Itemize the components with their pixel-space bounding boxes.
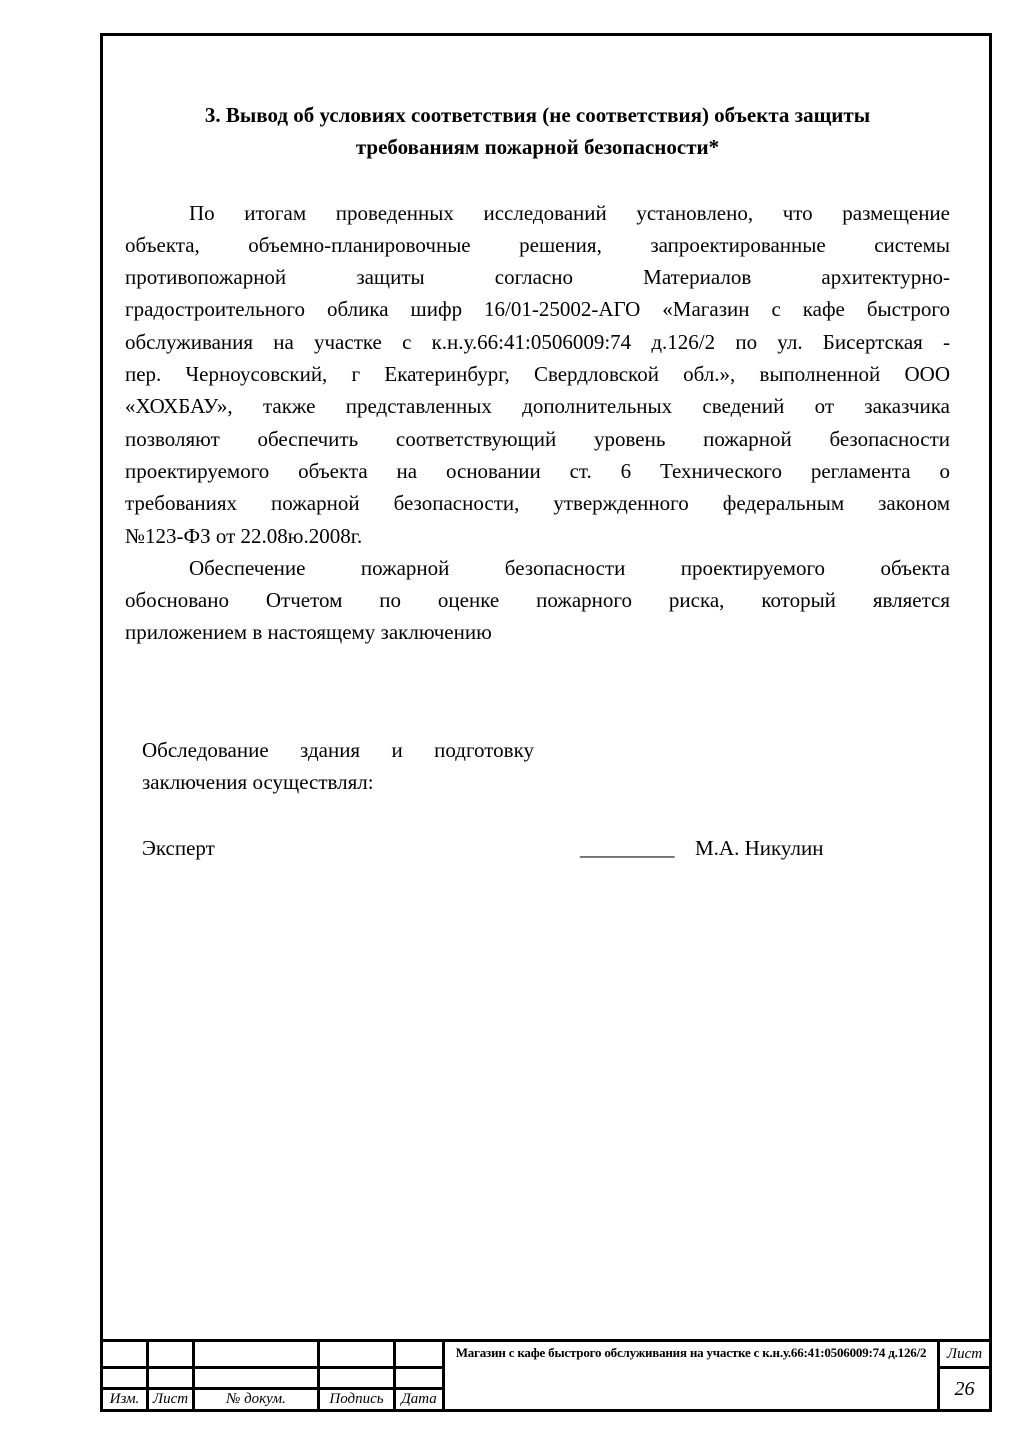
text-line: 3. Вывод об условиях соответствия (не соответствия) объекта защиты	[204, 103, 871, 127]
stamp-sheet-label-cell	[940, 1342, 989, 1366]
text-line: приложением в настоящему заключению	[125, 620, 492, 645]
page-content	[125, 36, 950, 866]
text-line: Обеспечение пожарной безопасности проектируемого объекта	[189, 555, 950, 580]
stamp-column-label-izm: Изм.	[103, 1390, 146, 1409]
text-line: требованиях пожарной безопасности, утвержденного федеральным законом	[125, 491, 950, 516]
stamp-empty-cell	[195, 1369, 317, 1387]
text-line: По итогам проведенных исследований установлено, что размещение	[189, 200, 950, 225]
text-line: заключения осуществлял:	[142, 770, 374, 795]
stamp-empty-cell	[396, 1369, 442, 1387]
project-title: Магазин с кафе быстрого обслуживания на участке с к.н.у.66:41:0506009:74 д.126/2	[455, 1345, 927, 1360]
stamp-empty-cell	[320, 1369, 393, 1387]
text-line: градостроительного облика шифр 16/01-25002-АГО «Магазин с кафе быстрого	[125, 297, 950, 322]
text-line: Обследование здания и подготовку	[142, 737, 534, 762]
stamp-empty-cell	[149, 1342, 192, 1366]
text-line: требованиям пожарной безопасности*	[355, 135, 720, 160]
text-line: «ХОХБАУ», также представленных дополнительных сведений от заказчика	[125, 394, 950, 419]
text-line: №123-ФЗ от 22.08ю.2008г.	[125, 523, 363, 548]
stamp-empty-cell	[103, 1342, 146, 1366]
stamp-sheet-number-cell	[940, 1369, 989, 1409]
text-line: проектируемого объекта на основании ст. 6 Технического регламента о	[125, 458, 950, 483]
signature-line: _________	[580, 836, 675, 861]
inspection-note	[142, 734, 534, 799]
signature-row	[125, 832, 950, 866]
stamp-project-title-cell	[445, 1342, 937, 1409]
stamp-empty-cell	[103, 1369, 146, 1387]
stamp-empty-cell	[396, 1342, 442, 1366]
body-paragraph	[125, 197, 950, 552]
stamp-column-label-list: Лист	[149, 1390, 192, 1409]
stamp-column-label-data: Дата	[396, 1390, 442, 1409]
text-line: обслуживания на участке с к.н.у.66:41:0506009:74 д.126/2 по ул. Бисертская -	[125, 329, 950, 354]
stamp-empty-cell	[195, 1342, 317, 1366]
body-paragraph	[125, 552, 950, 649]
text-line: позволяют обеспечить соответствующий уровень пожарной безопасности	[125, 426, 950, 451]
title-block-stamp	[103, 1339, 989, 1409]
text-line: противопожарной защиты согласно Материалов архитектурно-	[125, 265, 950, 290]
stamp-column-label-dokum: № докум.	[195, 1390, 317, 1409]
text-line: обосновано Отчетом по оценке пожарного риска, который является	[125, 588, 950, 613]
signature-name: М.А. Никулин	[695, 836, 824, 861]
page-border-frame	[100, 33, 992, 1412]
stamp-column-label-podpis: Подпись	[320, 1390, 393, 1409]
sheet-label: Лист	[946, 1345, 983, 1362]
sheet-number: 26	[954, 1377, 975, 1400]
stamp-empty-cell	[149, 1369, 192, 1387]
stamp-empty-cell	[320, 1342, 393, 1366]
section-heading	[125, 99, 950, 164]
text-line: пер. Черноусовский, г Екатеринбург, Свердловской обл.», выполненной ООО	[125, 362, 950, 387]
text-line: объекта, объемно-планировочные решения, запроектированные системы	[125, 232, 950, 257]
signature-role: Эксперт	[142, 836, 215, 861]
